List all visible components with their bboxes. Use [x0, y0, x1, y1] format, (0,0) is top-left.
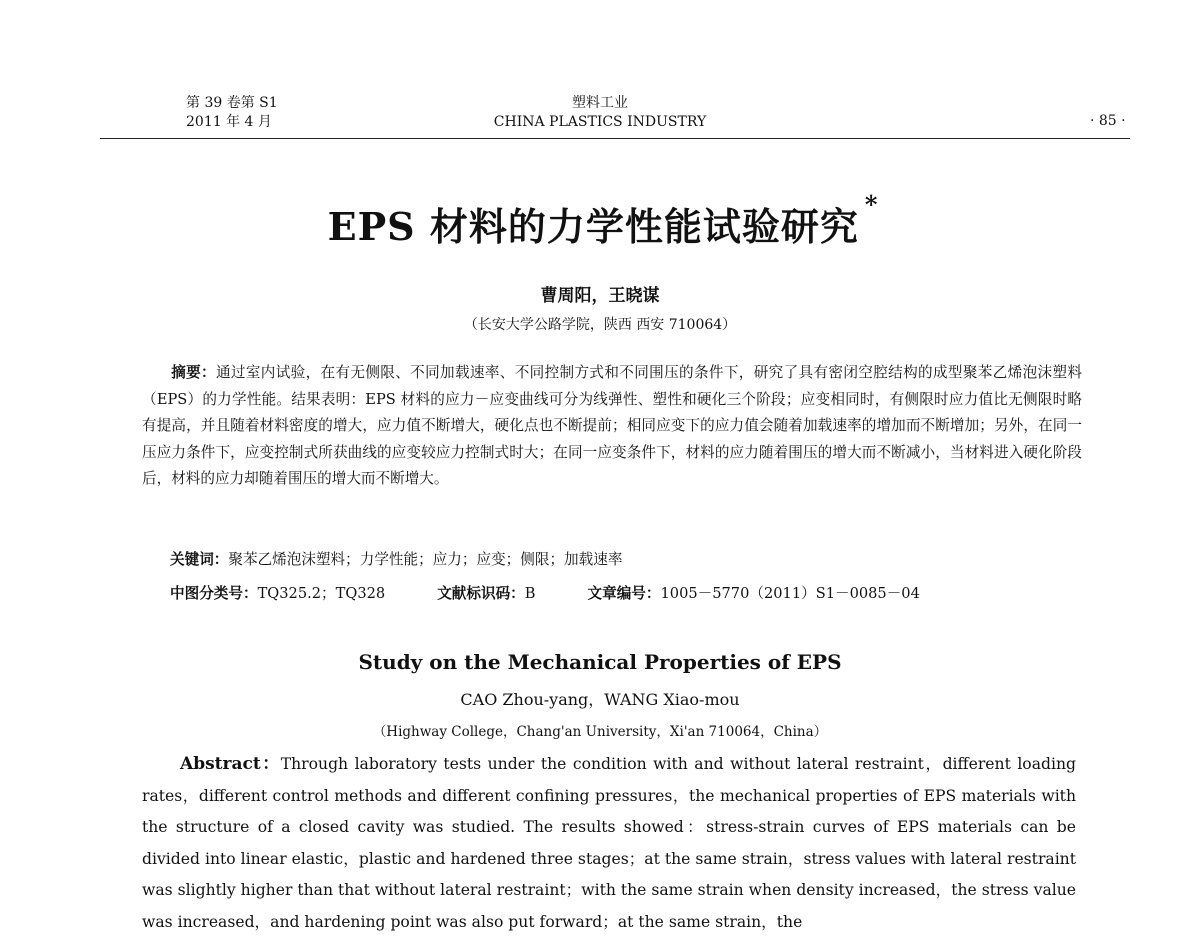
- affiliation-cn: （长安大学公路学院，陕西 西安 710064）: [463, 317, 737, 333]
- title-footnote-mark: *: [864, 190, 879, 219]
- abstract-en: [142, 749, 1076, 938]
- doc-code-label: 文献标识码：: [437, 585, 525, 602]
- paper-title-en: Study on the Mechanical Properties of EPS: [358, 650, 842, 674]
- paper-title-cn-text: EPS 材料的力学性能试验研究: [327, 204, 859, 249]
- paper-title-cn: [0, 190, 1200, 251]
- authors-cn: 曹周阳，王晓谋: [540, 286, 660, 306]
- header-rule: [100, 138, 1130, 139]
- keywords-cn: [170, 548, 622, 569]
- classification-row: [170, 582, 1070, 603]
- doc-code-value: B: [524, 585, 536, 602]
- clc-value: TQ325.2；TQ328: [257, 585, 386, 602]
- article-no-label: 文章编号：: [587, 585, 661, 602]
- authors-en: CAO Zhou-yang，WANG Xiao-mou: [460, 690, 740, 709]
- header-journal-cn: 塑料工业: [572, 95, 628, 111]
- abstract-cn-text: 通过室内试验，在有无侧限、不同加载速率、不同控制方式和不同围压的条件下，研究了具有密闭空腔结构的成型聚苯乙烯泡沫塑料（EPS）的力学性能。结果表明：EPS 材料的应力－应变曲线可分为线弹性、塑性和硬化三个阶段；应变相同时，有侧限时应力值比无侧限时略有提高，并且随着材料密度的增大，应力值不断增大，硬化点也不断提前；相同应变下的应力值会随着加载速率的增加而不断增加；另外，在同一压应力条件下，应变控制式所获曲线的应变较应力控制式时大；在同一应变条件下，材料的应力随着围压的增大而不断减小，当材料进入硬化阶段后，材料的应力却随着围压的增大而不断增大。: [142, 364, 1082, 488]
- header-date: 2011 年 4 月: [186, 114, 272, 130]
- keywords-label: 关键词：: [170, 551, 229, 568]
- header-journal-en: CHINA PLASTICS INDUSTRY: [493, 114, 707, 130]
- abstract-en-label: Abstract：: [180, 754, 281, 774]
- abstract-cn: [142, 360, 1082, 493]
- affiliation-en: （Highway College，Chang'an University，Xi'an 710064，China）: [372, 724, 828, 740]
- header-journal: [0, 94, 1200, 132]
- abstract-cn-label: 摘要：: [171, 364, 216, 381]
- header-volume: 第 39 卷第 S1: [186, 95, 278, 111]
- keywords-text: 聚苯乙烯泡沫塑料；力学性能；应力；应变；侧限；加载速率: [228, 551, 623, 568]
- clc-label: 中图分类号：: [170, 585, 258, 602]
- abstract-en-text: Through laboratory tests under the condition with and without lateral restraint，different loading rates，different control methods and different confining pressures，the mechanical properties of EPS materials with the structure of a closed cavity was studied. The results showed：stress-strain curves of EPS materials can be divided into linear elastic，plastic and hardened three stages；at the same strain，stress values with lateral restraint was slightly higher than that without lateral restraint；with the same strain when density increased，the stress value was increased，and hardening point was also put forward；at the same strain，the: [142, 755, 1076, 931]
- article-no-value: 1005－5770（2011）S1－0085－04: [660, 585, 920, 602]
- header-page-number: · 85 ·: [1090, 113, 1126, 129]
